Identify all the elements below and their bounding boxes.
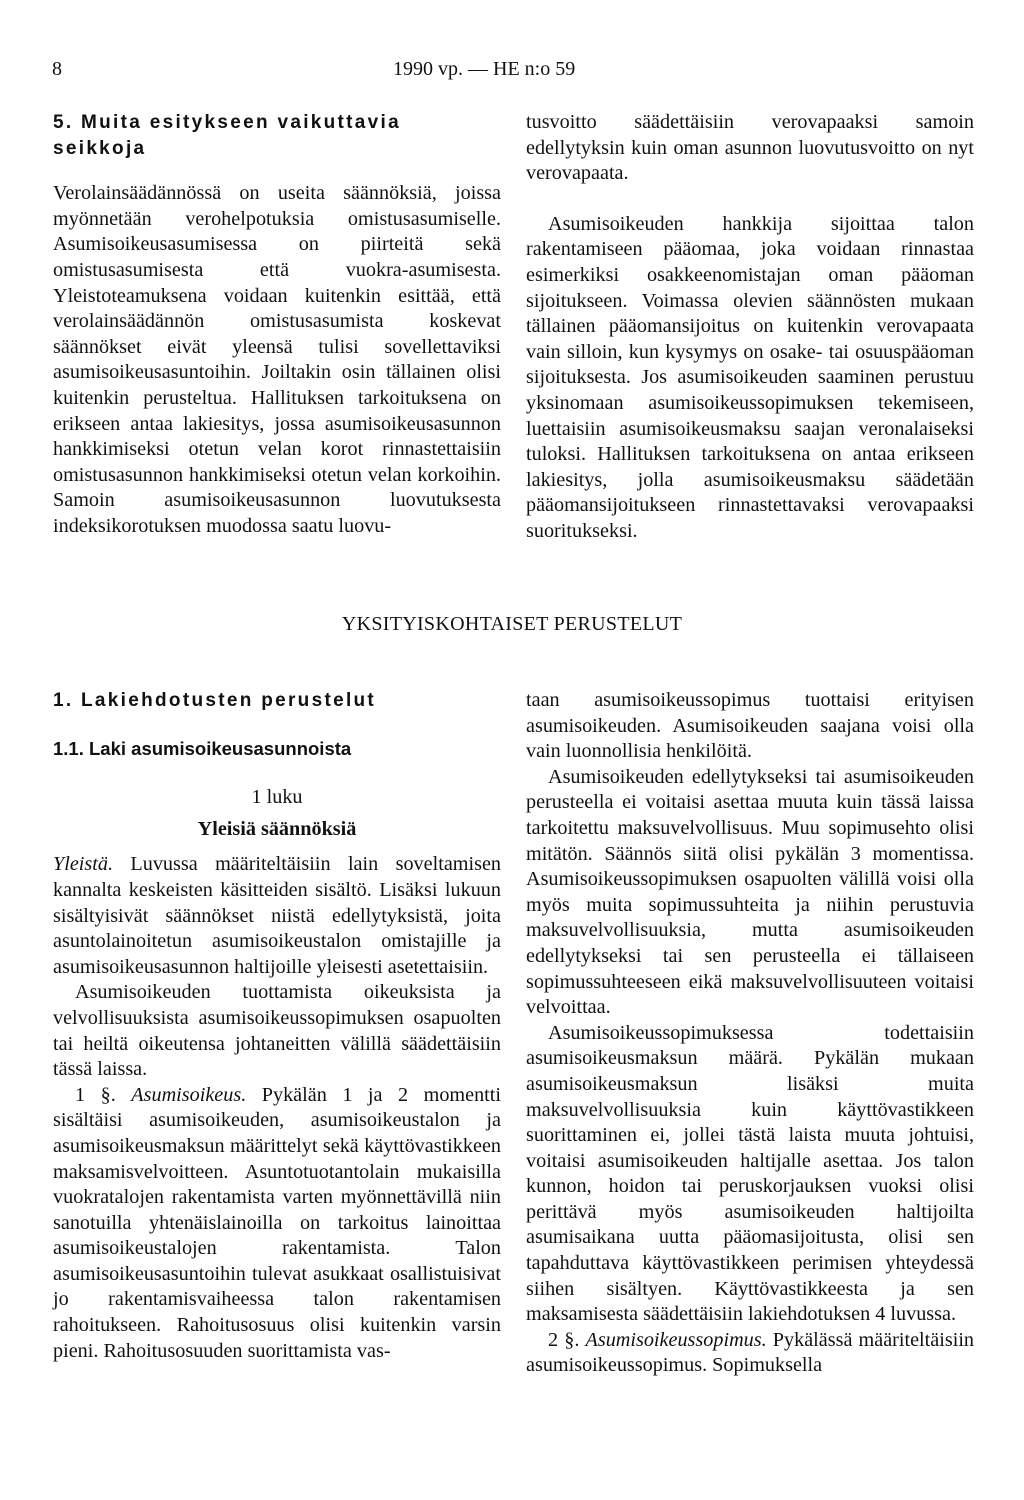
page-number: 8 [52, 58, 62, 80]
section-2-number: 2 §. [548, 1328, 580, 1351]
section-1-label: Asumisoikeus. [131, 1083, 247, 1106]
section5-left-paragraph: Verolainsäädännössä on useita säännöksiä, joissa myönnetään verohelpotuksia omistusasumiselle. Asumisoikeusasumisessa on piirteitä sekä omistusasumisesta että vuokra-asumisesta. Yleistoteamuksena voidaan kuitenkin esittää, että verolainsäädännön omistusasumista koskevat säännökset eivät yleensä tulisi sovellettaviksi asumisoikeusasuntoihin. Joiltakin osin tällainen olisi kuitenkin perusteltua. Hallituksen tarkoituksena on erikseen antaa lakiesitys, jossa asumisoikeusasunnon hankkimiseksi otetun velan korot rinnastettaisiin omistusasunnon hankkimiseksi otetun velan korkoihin. Samoin asumisoikeusasunnon luovutuksesta indeksikorotuksen muodossa saatu luovu- [53, 182, 501, 537]
section-2-paragraph [526, 1328, 974, 1379]
chapter-number: 1 luku [251, 786, 303, 809]
section5-right-paragraph-1: tusvoitto säädettäisiin verovapaaksi samoin edellytyksin kuin oman asunnon luovutusvoitto on nyt verovapaata. [526, 111, 974, 185]
yleista-text: Luvussa määriteltäisiin lain soveltamisen kannalta keskeisten käsitteiden sisältö. Lisäksi lukuun sisältyisivät säännökset niistä edellytyksistä, joita asuntolainoitetun asumisoikeustalon omistajille ja asumisoikeusasunnon haltijoille yleisesti asetettaisiin. [53, 853, 501, 978]
section-2-text: Pykälässä määriteltäisiin asumisoikeussopimus. Sopimuksella [526, 1328, 975, 1377]
section-1-number: 1 §. [75, 1083, 116, 1106]
section1-left-column [53, 688, 501, 1364]
right-paragraph-2: Asumisoikeuden edellytykseksi tai asumisoikeuden perusteella ei voitaisi asettaa muuta kuin tässä laissa tarkoitettu maksuvelvollisuus. Muu sopimusehto olisi mitätön. Säännös siitä olisi pykälän 3 momentissa. Asumisoikeussopimuksen osapuolten välillä voisi olla myös muita sopimussuhteita ja niihin perustuvia maksuvelvollisuuksia, mutta asumisoikeuden edellytykseksi tai sen perusteella ei tällaiseen sopimussuhteeseen eikä maksuvelvollisuuteen voitaisi velvoittaa. [526, 765, 974, 1019]
section1-right-column [526, 688, 974, 1379]
main-section-title: YKSITYISKOHTAISET PERUSTELUT [341, 613, 683, 635]
running-header: 1990 vp. — HE n:o 59 [393, 58, 576, 80]
section1-heading: 1. Lakiehdotusten perustelut [53, 690, 377, 711]
section-1-paragraph [53, 1083, 501, 1365]
yleista-label: Yleistä. [53, 853, 114, 876]
section-1-text: Pykälän 1 ja 2 momentti sisältäisi asumisoikeuden, asumisoikeustalon ja asumisoikeusmaksun määrittelyt sekä käyttövastikkeen maksamisvelvoitteen. Asuntotuotantolain mukaisilla vuokratalojen rakentamista varten myönnettävillä niin sanotuilla yhtenäislainoilla on tarkoitus lainoittaa asumisoikeustalojen rakentamista. Talon asumisoikeusasuntoihin tulevat asukkaat osallistuisivat jo rakentamisvaiheessa talon rakentamisen rahoitukseen. Rahoitusosuus olisi kuitenkin varsin pieni. Rahoitusosuuden suorittamista vas- [53, 1083, 502, 1362]
chapter-title: Yleisiä säännöksiä [197, 817, 357, 840]
section1-subheading: 1.1. Laki asumisoikeusasunnoista [53, 737, 352, 759]
section5-heading: 5. Muita esitykseen vaikuttavia seikkoja [53, 112, 401, 159]
section5-right-column [526, 110, 974, 545]
section-2-label: Asumisoikeussopimus. [585, 1328, 767, 1351]
yleista-paragraph [53, 852, 501, 980]
section5-right-paragraph-2: Asumisoikeuden hankkija sijoittaa talon rakentamiseen pääomaa, joka voidaan rinnastaa esimerkiksi osakkeenomistajan oman pääoman sijoitukseen. Voimassa olevien säännösten mukaan tällainen pääomansijoitus on kuitenkin verovapaata vain silloin, kun kysymys on osake- tai osuuspääoman sijoituksesta. Jos asumisoikeuden saaminen perustuu yksinomaan asumisoikeussopimuksen tekemiseen, luettaisiin asumisoikeusmaksu saajan veronalaiseksi tuloksi. Hallituksen tarkoituksena on antaa erikseen lakiesitys, jolla asumisoikeusmaksu säädetään pääomansijoitukseen rinnastettavaksi verovapaaksi suoritukseksi. [526, 212, 974, 542]
right-paragraph-3: Asumisoikeussopimuksessa todettaisiin asumisoikeusmaksun määrä. Pykälän mukaan asumisoikeusmaksun lisäksi muita maksuvelvollisuuksia kuin käyttövastikkeen suorittaminen ei, jollei tästä laista muuta johtuisi, voitaisi asumisoikeuden haltijalle asettaa. Jos talon kunnon, hoidon tai peruskorjauksen vuoksi olisi perittävä myös asumisoikeuden haltijoilta asumisaikana uutta pääomasijoitusta, olisi sen tapahduttava käyttövastikkeen perimisen yhteydessä siihen sisältyen. Käyttövastikkeesta ja sen maksamisesta säädettäisiin lakiehdotuksen 4 luvussa. [526, 1021, 974, 1326]
obligations-paragraph: Asumisoikeuden tuottamista oikeuksista ja velvollisuuksista asumisoikeussopimuksen osapuolten tai heiltä oikeutensa johtaneitten välillä säädettäisiin tässä laissa. [53, 981, 501, 1081]
right-paragraph-1: taan asumisoikeussopimus tuottaisi erityisen asumisoikeuden. Asumisoikeuden saajana voisi olla vain luonnollisia henkilöitä. [526, 689, 974, 763]
section5-left-column [53, 110, 501, 540]
